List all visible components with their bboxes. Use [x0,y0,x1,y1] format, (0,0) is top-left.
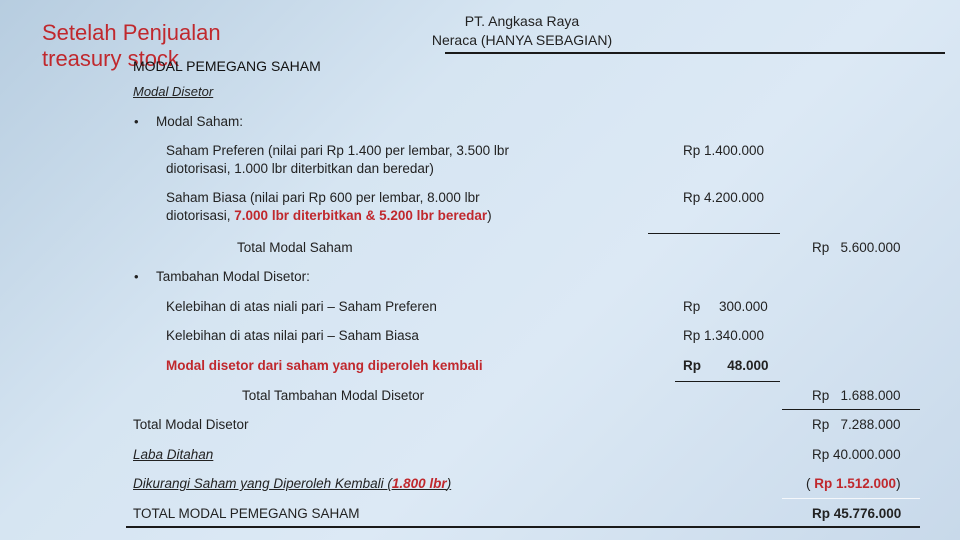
common-stock-description [166,189,492,225]
treasury-label-post: ) [446,476,452,491]
grand-total-label: TOTAL MODAL PEMEGANG SAHAM [133,506,360,521]
paid-in-capital-heading: Modal Disetor [133,84,214,99]
retained-earnings-label: Laba Ditahan [133,447,214,462]
total-apic-amount: Rp 1.688.000 [812,388,901,403]
total-capital-stock-amount: Rp 5.600.000 [812,240,901,255]
apic-common-label: Kelebihan di atas nilai pari – Saham Biasa [166,328,419,343]
subtotal-rule [648,233,780,234]
section-heading: MODAL PEMEGANG SAHAM [133,58,321,74]
apic-treasury-amount: Rp 48.000 [683,358,769,373]
preferred-line-1: Saham Preferen (nilai pari Rp 1.400 per lembar, 3.500 lbr [166,143,509,158]
retained-earnings-amount: Rp 40.000.000 [812,447,901,462]
final-subtotal-rule [782,498,920,499]
apic-treasury-label: Modal disetor dari saham yang diperoleh kembali [166,358,483,373]
apic-common-amount: Rp 1.340.000 [683,328,765,343]
additional-paid-in-label: Tambahan Modal Disetor: [156,269,310,284]
treasury-stock-label [133,475,451,493]
common-shares-highlight: 7.000 lbr diterbitkan & 5.200 lbr beredar [234,208,488,223]
total-paid-in-amount: Rp 7.288.000 [812,417,901,432]
treasury-amount-pre: ( [806,476,815,491]
preferred-stock-amount: Rp 1.400.000 [683,143,765,158]
total-apic-label: Total Tambahan Modal Disetor [242,388,425,403]
apic-preferred-amount: Rp 300.000 [683,299,768,314]
treasury-amount-highlight: Rp 1.512.000 [814,476,897,491]
bottom-rule [126,526,920,528]
common-stock-amount: Rp 4.200.000 [683,190,765,205]
slide-title-line-1: Setelah Penjualan [42,20,221,45]
preferred-stock-description [166,142,509,178]
total-capital-stock-label: Total Modal Saham [237,240,353,255]
treasury-shares-highlight: 1.800 lbr [391,476,447,491]
company-header [420,12,624,50]
common-line-2-pre: diotorisasi, [166,208,235,223]
common-line-2 [166,207,492,225]
preferred-line-2: diotorisasi, 1.000 lbr diterbitkan dan beredar) [166,161,434,176]
subtotal-rule [675,381,780,382]
capital-stock-label: Modal Saham: [156,114,244,129]
company-name: PT. Angkasa Raya [464,13,580,29]
bullet-icon: • [134,114,139,129]
total-paid-in-label: Total Modal Disetor [133,417,249,432]
statement-name: Neraca (HANYA SEBAGIAN) [431,32,613,48]
grand-total-amount: Rp 45.776.000 [812,506,902,521]
treasury-amount-post: ) [896,476,901,491]
slide-title-line-2: treasury stock [42,46,179,71]
treasury-label-pre: Dikurangi Saham yang Diperoleh Kembali ( [133,476,392,491]
common-line-2-post: ) [487,208,492,223]
apic-preferred-label: Kelebihan di atas niali pari – Saham Preferen [166,299,437,314]
header-divider [445,52,945,54]
bullet-icon: • [134,269,139,284]
common-line-1: Saham Biasa (nilai pari Rp 600 per lembar, 8.000 lbr [166,190,480,205]
treasury-stock-amount [806,476,901,491]
total-rule [782,409,920,410]
